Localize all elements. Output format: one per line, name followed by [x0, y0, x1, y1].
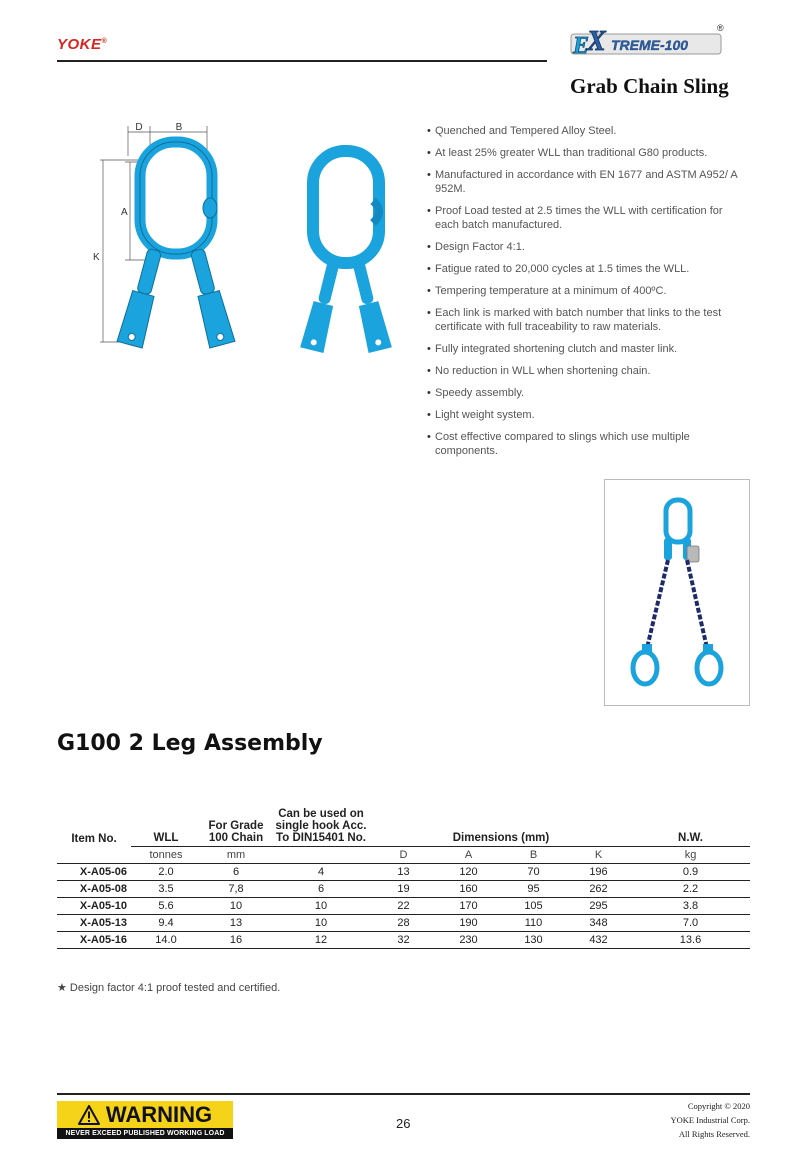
- feature-item: • Fatigue rated to 20,000 cycles at 1.5 times the WLL.: [427, 262, 747, 276]
- table-row: [57, 864, 750, 881]
- cell-nw: 3.8: [631, 898, 750, 915]
- feature-item: • Each link is marked with batch number that links to the test certificate with full traceability to raw materials.: [427, 306, 747, 334]
- cell-a: 170: [436, 898, 501, 915]
- cell-nw: 0.9: [631, 864, 750, 881]
- cell-a: 230: [436, 932, 501, 949]
- table-row: [57, 898, 750, 915]
- warning-triangle-icon: [78, 1105, 100, 1125]
- cell-b: 70: [501, 864, 566, 881]
- header-dimensions: Dimensions (mm): [452, 832, 550, 844]
- header-item-no: Item No.: [71, 832, 117, 845]
- feature-item: • Speedy assembly.: [427, 386, 747, 400]
- units-row: [57, 847, 750, 864]
- unit-k: K: [566, 847, 631, 864]
- cell-nw: 13.6: [631, 932, 750, 949]
- unit-chain: mm: [201, 847, 271, 864]
- svg-text:®: ®: [717, 23, 724, 33]
- cell-d: 28: [371, 915, 436, 932]
- label-d: D: [135, 122, 143, 133]
- cell-d: 22: [371, 898, 436, 915]
- dimension-diagram: [85, 120, 255, 370]
- unit-b: B: [501, 847, 566, 864]
- extreme-100-logo: [567, 20, 732, 60]
- cell-wll: 2.0: [131, 864, 201, 881]
- header-rule: [57, 60, 547, 62]
- feature-item: • Quenched and Tempered Alloy Steel.: [427, 124, 747, 138]
- cell-b: 130: [501, 932, 566, 949]
- feature-item: • Fully integrated shortening clutch and master link.: [427, 342, 747, 356]
- cell-item: X-A05-08: [57, 881, 131, 898]
- product-photo-sling: [604, 479, 750, 706]
- cell-a: 190: [436, 915, 501, 932]
- feature-item: • Cost effective compared to slings which use multiple components.: [427, 430, 747, 458]
- cell-item: X-A05-16: [57, 932, 131, 949]
- warning-label: [57, 1101, 233, 1148]
- feature-item: • Design Factor 4:1.: [427, 240, 747, 254]
- cell-hook: 10: [271, 915, 371, 932]
- warning-subtext: NEVER EXCEED PUBLISHED WORKING LOAD LIMIT: [57, 1128, 233, 1139]
- unit-wll: tonnes: [131, 847, 201, 864]
- cell-nw: 7.0: [631, 915, 750, 932]
- feature-item: • Tempering temperature at a minimum of 400ºC.: [427, 284, 747, 298]
- cell-hook: 4: [271, 864, 371, 881]
- cell-k: 432: [566, 932, 631, 949]
- feature-item: • No reduction in WLL when shortening chain.: [427, 364, 747, 378]
- cell-d: 13: [371, 864, 436, 881]
- cell-wll: 9.4: [131, 915, 201, 932]
- cell-k: 295: [566, 898, 631, 915]
- cell-item: X-A05-10: [57, 898, 131, 915]
- product-photo-master-link: [295, 145, 405, 365]
- header-chain: For Grade 100 Chain: [208, 820, 264, 844]
- warning-word: WARNING: [105, 1101, 213, 1127]
- cell-wll: 5.6: [131, 898, 201, 915]
- table-row: [57, 932, 750, 949]
- cell-item: X-A05-13: [57, 915, 131, 932]
- cell-hook: 6: [271, 881, 371, 898]
- svg-text:X: X: [587, 26, 606, 57]
- page-number: 26: [396, 1116, 411, 1131]
- features-list: [427, 124, 747, 466]
- header-wll: WLL: [153, 832, 179, 844]
- svg-text:TREME-100: TREME-100: [611, 37, 689, 53]
- page-title: Grab Chain Sling: [570, 74, 729, 98]
- cell-chain: 7,8: [201, 881, 271, 898]
- cell-chain: 13: [201, 915, 271, 932]
- header-nw: N.W.: [678, 832, 703, 844]
- cell-k: 196: [566, 864, 631, 881]
- feature-item: • Light weight system.: [427, 408, 747, 422]
- yoke-logo: YOKE®: [57, 36, 108, 53]
- cell-a: 160: [436, 881, 501, 898]
- unit-nw: kg: [631, 847, 750, 864]
- cell-hook: 10: [271, 898, 371, 915]
- feature-item: • At least 25% greater WLL than traditional G80 products.: [427, 146, 747, 160]
- footer-rule: [57, 1093, 750, 1095]
- cell-b: 110: [501, 915, 566, 932]
- cell-nw: 2.2: [631, 881, 750, 898]
- spec-table: [57, 808, 750, 949]
- cell-k: 348: [566, 915, 631, 932]
- cell-b: 95: [501, 881, 566, 898]
- cell-a: 120: [436, 864, 501, 881]
- cell-chain: 10: [201, 898, 271, 915]
- cell-hook: 12: [271, 932, 371, 949]
- label-a: A: [121, 207, 128, 218]
- cell-b: 105: [501, 898, 566, 915]
- cell-chain: 16: [201, 932, 271, 949]
- cell-chain: 6: [201, 864, 271, 881]
- table-row: [57, 915, 750, 932]
- feature-item: • Manufactured in accordance with EN 1677 and ASTM A952/ A 952M.: [427, 168, 747, 196]
- footnote: ★ Design factor 4:1 proof tested and certified.: [57, 982, 281, 994]
- cell-wll: 14.0: [131, 932, 201, 949]
- unit-a: A: [436, 847, 501, 864]
- feature-item: • Proof Load tested at 2.5 times the WLL with certification for each batch manufactured.: [427, 204, 747, 232]
- cell-d: 32: [371, 932, 436, 949]
- label-b: B: [175, 122, 183, 133]
- unit-d: D: [371, 847, 436, 864]
- cell-wll: 3.5: [131, 881, 201, 898]
- section-title: G100 2 Leg Assembly: [57, 731, 323, 756]
- label-k: K: [93, 252, 100, 263]
- cell-item: X-A05-06: [57, 864, 131, 881]
- header-hook: Can be used on single hook Acc. To DIN15401 No.: [275, 808, 367, 844]
- cell-k: 262: [566, 881, 631, 898]
- svg-text:E: E: [573, 33, 590, 59]
- table-row: [57, 881, 750, 898]
- copyright: Copyright © 2020 YOKE Industrial Corp. All Rights Reserved.: [670, 1101, 750, 1139]
- cell-d: 19: [371, 881, 436, 898]
